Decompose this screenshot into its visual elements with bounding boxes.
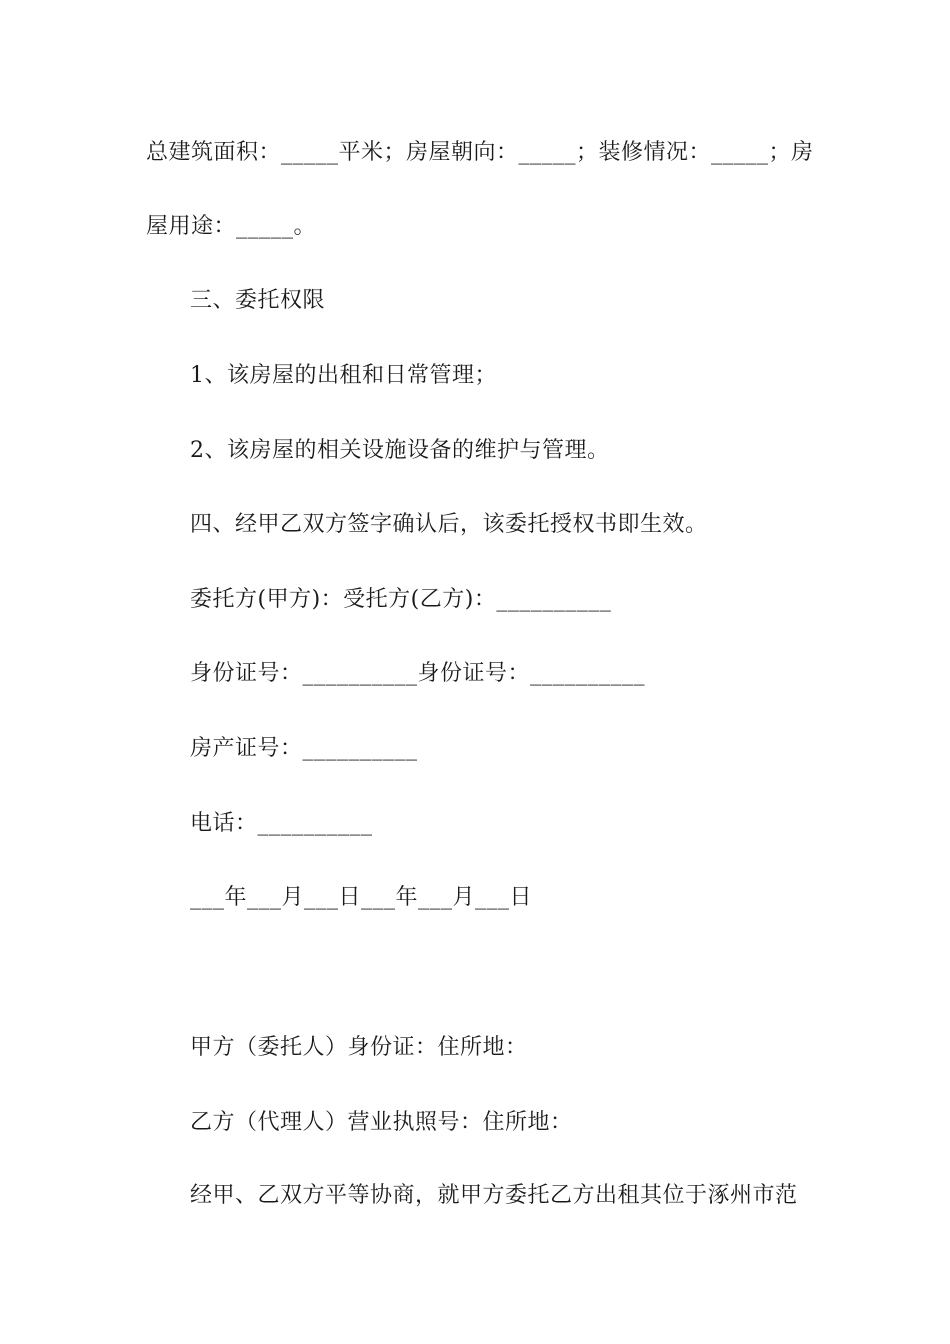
paragraph-area-orientation-decoration: 总建筑面积：_____平米；房屋朝向：_____；装修情况：_____；房 [146,140,814,165]
party-a-info-line: 甲方（委托人）身份证：住所地： [190,1035,528,1060]
paragraph-house-usage: 屋用途：_____。 [146,214,317,239]
agreement-intro-line: 经甲、乙双方平等协商，就甲方委托乙方出租其位于涿州市范 [190,1183,798,1208]
section-heading-authority: 三、委托权限 [190,288,326,313]
party-b-info-line: 乙方（代理人）营业执照号：住所地： [190,1110,573,1135]
property-certificate-line: 房产证号：__________ [190,736,418,761]
list-item-facility-maintenance: 2、该房屋的相关设施设备的维护与管理。 [190,438,610,463]
signature-parties-line: 委托方(甲方)：受托方(乙方)：__________ [190,587,612,612]
section-heading-effective: 四、经甲乙双方签字确认后，该委托授权书即生效。 [190,512,708,537]
list-item-rental-management: 1、该房屋的出租和日常管理； [190,363,497,388]
date-line: ___年___月___日___年___月___日 [190,885,533,910]
phone-line: 电话：__________ [190,811,373,836]
id-number-line: 身份证号：__________身份证号：__________ [190,661,646,686]
